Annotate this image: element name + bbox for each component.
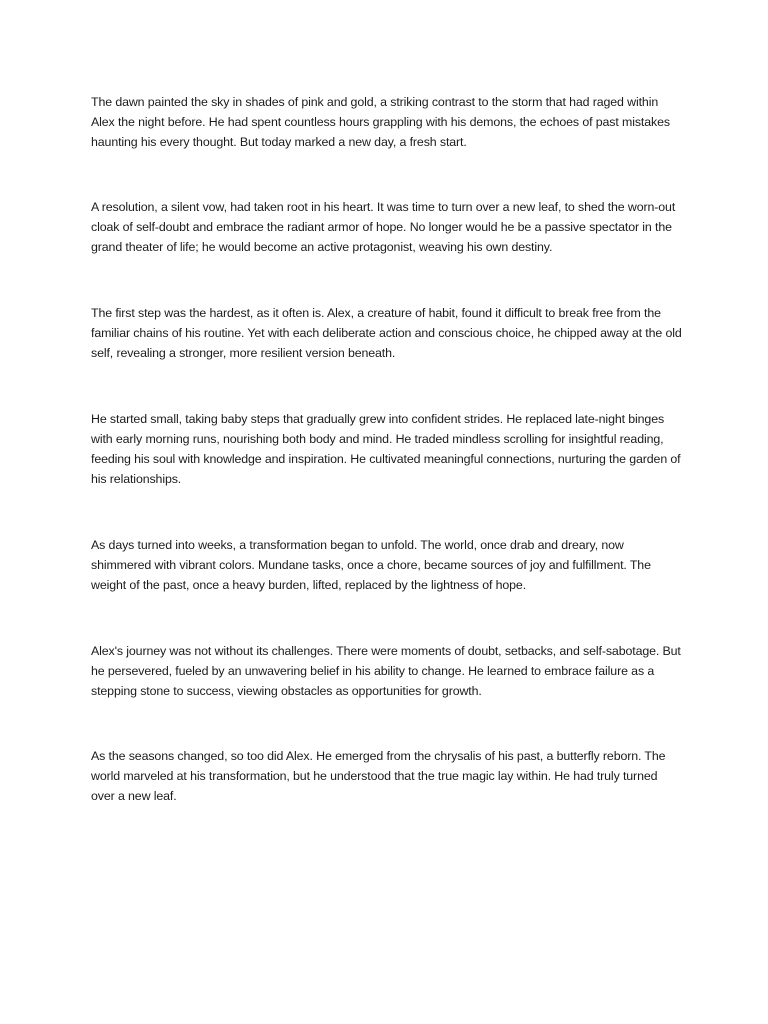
- paragraph-4: He started small, taking baby steps that gradually grew into confident strides. He replaced late-night binges with early morning runs, nourishing both body and mind. He traded mindless scrolling for insightful reading, feeding his soul with knowledge and inspiration. He cultivated meaningful connections, nurturing the garden of his relationships.: [91, 412, 681, 486]
- paragraph-7: As the seasons changed, so too did Alex. He emerged from the chrysalis of his past, a butterfly reborn. The world marveled at his transformation, but he understood that the true magic lay within. He had truly turned over a new leaf.: [91, 749, 666, 803]
- paragraph-5: As days turned into weeks, a transformation began to unfold. The world, once drab and dreary, now shimmered with vibrant colors. Mundane tasks, once a chore, became sources of joy and fulfillment. The weight of the past, once a heavy burden, lifted, replaced by the lightness of hope.: [91, 538, 651, 592]
- paragraph-1: The dawn painted the sky in shades of pink and gold, a striking contrast to the storm that had raged within Alex the night before. He had spent countless hours grappling with his demons, the echoes of past mistakes haunting his every thought. But today marked a new day, a fresh start.: [91, 95, 670, 149]
- paragraph-6: Alex's journey was not without its challenges. There were moments of doubt, setbacks, and self-sabotage. But he persevered, fueled by an unwavering belief in his ability to change. He learned to embrace failure as a stepping stone to success, viewing obstacles as opportunities for growth.: [91, 644, 681, 698]
- paragraph-2: A resolution, a silent vow, had taken root in his heart. It was time to turn over a new leaf, to shed the worn-out cloak of self-doubt and embrace the radiant armor of hope. No longer would he be a passive spectator in the grand theater of life; he would become an active protagonist, weaving his own destiny.: [91, 200, 676, 254]
- paragraph-3: The first step was the hardest, as it often is. Alex, a creature of habit, found it difficult to break free from the familiar chains of his routine. Yet with each deliberate action and conscious choice, he chipped away at the old self, revealing a stronger, more resilient version beneath.: [91, 306, 682, 360]
